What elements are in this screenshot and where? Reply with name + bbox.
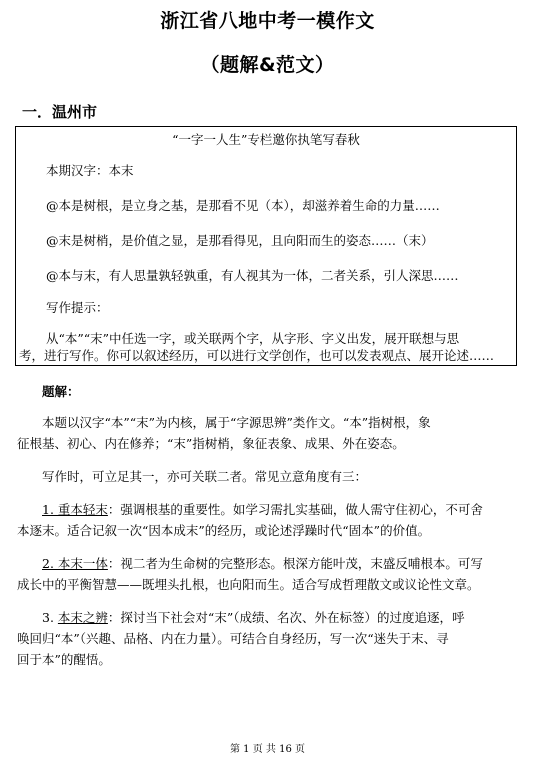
angle1-line2: 本逐末。适合记叙一次“因本成末”的经历，或论述浮躁时代“固本”的价值。 (17, 523, 431, 538)
analysis-p1-line1: 本题以汉字“本”“末”为内核，属于“字源思辨”类作文。“本”指树根，象 (42, 415, 431, 430)
document-subtitle: （题解&范文） (200, 54, 335, 76)
prompt-line-both: @本与末，有人思量孰轻孰重，有人视其为一体，二者关系，引人深思…… (46, 268, 459, 283)
prompt-hint-label: 写作提示： (46, 300, 109, 315)
prompt-line-ben: @本是树根，是立身之基，是那看不见（本），却滋养着生命的力量…… (46, 198, 440, 213)
section-heading: 一．温州市 (22, 103, 98, 121)
prompt-box (15, 126, 517, 366)
angle2-line2: 成长中的平衡智慧——既埋头扎根，也向阳而生。适合写成哲理散文或议论性文章。 (17, 577, 480, 592)
analysis-p2: 写作时，可立足其一，亦可关联二者。常见立意角度有三： (42, 469, 368, 484)
angle3-line3: 回于本”的醒悟。 (17, 652, 111, 667)
page-footer: 第 1 页 共 16 页 (230, 744, 305, 755)
angle3-prefix: 3. (42, 610, 58, 625)
prompt-box-title: “一字一人生”专栏邀你执笔写春秋 (172, 132, 360, 147)
angle1-line1 (42, 501, 483, 518)
analysis-p1-line2: 征根基、初心、内在修养；“末”指树梢，象征表象、成果、外在姿态。 (17, 436, 405, 451)
angle1-text: ：强调根基的重要性。如学习需扎实基础，做人需守住初心，不可舍 (107, 502, 483, 517)
prompt-line-mo: @末是树梢，是价值之显，是那看得见，且向阳而生的姿态……（末） (46, 233, 434, 248)
angle2-line1 (42, 555, 483, 572)
angle2-text: ：视二者为生命树的完整形态。根深方能叶茂，末盛反哺根本。可写 (107, 556, 483, 571)
prompt-chars-line: 本期汉字：本末 (46, 163, 134, 178)
angle3-line1 (42, 609, 464, 626)
prompt-hint-line1: 从“本”“末”中任选一字，或关联两个字，从字形、字义出发，展开联想与思 (46, 331, 460, 346)
angle3-title: 本末之辨 (57, 610, 108, 625)
analysis-label: 题解： (42, 384, 80, 399)
angle1-title: 1. 重本轻末 (42, 502, 108, 517)
angle3-text: ：探讨当下社会对“末”（成绩、名次、外在标签）的过度追逐，呼 (107, 610, 465, 625)
prompt-hint-line2: 考，进行写作。你可以叙述经历，可以进行文学创作，也可以发表观点、展开论述…… (19, 348, 495, 363)
angle2-title: 2. 本末一体 (42, 556, 108, 571)
document-title: 浙江省八地中考一模作文 (160, 10, 375, 32)
angle3-line2: 唤回归“本”（兴趣、品格、内在力量）。可结合自身经历，写一次“迷失于末、寻 (17, 631, 449, 646)
